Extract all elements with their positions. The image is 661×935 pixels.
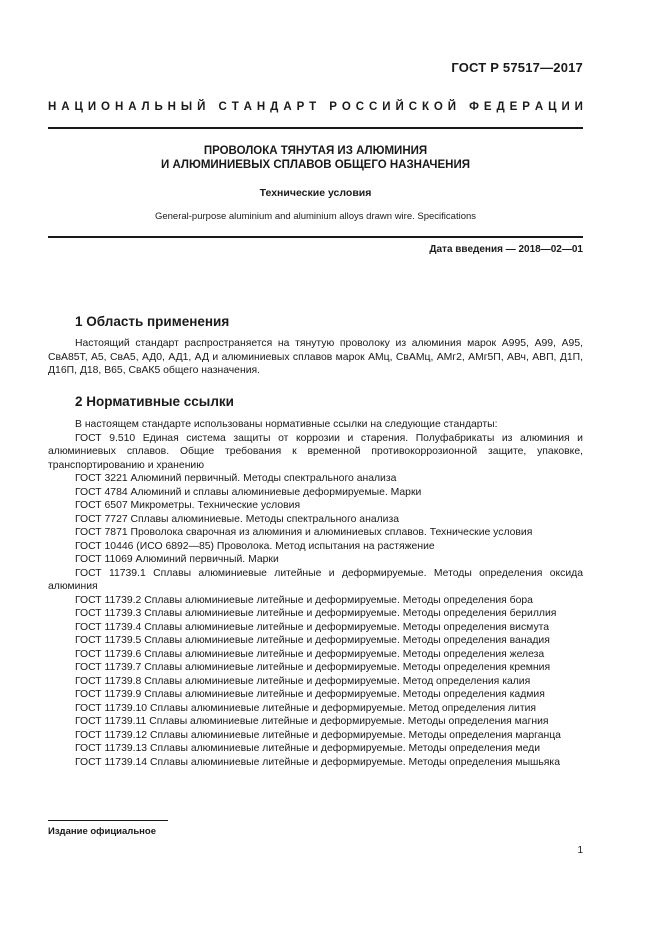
header-letter: Н [167,101,176,113]
header-letter: Р [522,101,530,113]
page-number: 1 [577,845,583,856]
introduction-date: Дата введения — 2018—02—01 [429,244,583,255]
header-letter: Ы [180,101,193,113]
reference-item: ГОСТ 4784 Алюминий и сплавы алюминиевые деформируемые. Марки [75,486,422,498]
header-letter: Ф [469,101,479,113]
section-2-references [48,418,583,769]
header-letter: Е [509,101,518,113]
header-letter [321,101,324,113]
document-code: ГОСТ Р 57517—2017 [451,60,583,75]
header-letter: Ц [74,101,83,113]
header-letter: А [283,101,292,113]
header-letter: К [421,101,429,113]
header-letter: И [561,101,570,113]
reference-item: ГОСТ 11739.5 Сплавы алюминиевые литейные и деформируемые. Методы определения ванадия [75,635,550,646]
header-letter: А [243,101,252,113]
header-letter: Й [447,101,457,113]
header-letter: Р [296,101,305,113]
document-subtitle: Технические условия [259,187,372,199]
header-letter: Е [483,101,492,113]
reference-item: ГОСТ 6507 Микрометры. Технические условия [75,500,301,511]
header-letter [210,101,213,113]
header-letter: Р [329,101,337,113]
title-rule [48,236,583,238]
header-letter: О [101,101,110,113]
reference-item: ГОСТ 11739.2 Сплавы алюминиевые литейные и деформируемые. Методы определения бора [75,594,533,606]
header-letter: Т [309,101,317,113]
header-letter: И [574,101,583,113]
reference-item: ГОСТ 11739.4 Сплавы алюминиевые литейные и деформируемые. Методы определения висмута [75,621,550,633]
header-letter: С [355,101,365,113]
reference-item: ГОСТ 3221 Алюминий первичный. Методы спектрального анализа [75,473,397,484]
header-letter: С [369,101,378,113]
header-letter: Т [231,101,239,113]
header-letter: И [87,101,97,113]
reference-item: ГОСТ 11739.11 Сплавы алюминиевые литейные и деформируемые. Методы определения магния [75,716,549,727]
header-letter: Ь [154,101,163,113]
footer-rule [48,820,168,821]
national-standard-header [48,101,583,113]
reference-item: ГОСТ 9.510 Единая система защиты от коррозии и старения. Полуфабрикаты из алюминия и алюминиевых сплавов. Общие требования к временной противокоррозионной защите, упаковке, транспортированию и хранению [48,432,583,471]
header-letter: Й [395,101,404,113]
official-edition-note: Издание официальное [48,826,156,837]
header-letter: Л [141,101,150,113]
header-letter: Н [114,101,124,113]
header-letter: О [433,101,443,113]
section-2-heading: 2 Нормативные ссылки [75,394,234,409]
header-letter: Й [197,101,206,113]
reference-item: ГОСТ 11739.8 Сплавы алюминиевые литейные и деформируемые. Метод определения калия [75,675,531,687]
reference-item: ГОСТ 10446 (ИСО 6892—85) Проволока. Метод испытания на растяжение [75,540,435,552]
title-line-2: И АЛЮМИНИЕВЫХ СПЛАВОВ ОБЩЕГО НАЗНАЧЕНИЯ [160,158,470,171]
header-letter: А [61,101,70,113]
reference-item: ГОСТ 11739.1 Сплавы алюминиевые литейные и деформируемые. Методы определения оксида алюминия [48,567,583,592]
header-letter: С [408,101,417,113]
reference-item: ГОСТ 11739.9 Сплавы алюминиевые литейные и деформируемые. Методы определения кадмия [75,689,545,700]
english-title: General-purpose aluminium and aluminium alloys drawn wire. Specifications [154,211,477,222]
header-letter: Ц [548,101,557,113]
reference-item: ГОСТ 11069 Алюминий первичный. Марки [75,554,279,565]
reference-item: В настоящем стандарте использованы нормативные ссылки на следующие стандарты: [75,419,498,430]
header-letter: Д [496,101,505,113]
header-letter: А [128,101,137,113]
header-letter: Н [256,101,266,113]
reference-item: ГОСТ 11739.3 Сплавы алюминиевые литейные и деформируемые. Методы определения бериллия [75,608,557,619]
header-rule [48,127,583,129]
section-1-heading: 1 Область применения [75,314,230,329]
reference-item: ГОСТ 7871 Проволока сварочная из алюминия и алюминиевых сплавов. Технические условия [75,527,533,538]
reference-item: ГОСТ 11739.12 Сплавы алюминиевые литейные и деформируемые. Методы определения марганца [75,729,561,741]
header-letter: А [534,101,544,113]
reference-item: ГОСТ 7727 Сплавы алюминиевые. Методы спектрального анализа [75,513,400,525]
header-letter: Н [48,101,57,113]
reference-item: ГОСТ 11739.7 Сплавы алюминиевые литейные и деформируемые. Методы определения кремния [75,662,551,673]
reference-item: ГОСТ 11739.10 Сплавы алюминиевые литейные и деформируемые. Метод определения лития [75,702,537,714]
reference-item: ГОСТ 11739.13 Сплавы алюминиевые литейные и деформируемые. Методы определения меди [75,743,540,754]
title-line-1: ПРОВОЛОКА ТЯНУТАЯ ИЗ АЛЮМИНИЯ [203,145,428,157]
section-1-text: Настоящий стандарт распространяется на тянутую проволоку из алюминия марок А995, А99, А95, СвА85Т, А5, СвА5, АД0, АД1, АД и алюминиевых сплавов марок АМц, СвАМц, АМг2, АМг5П, АВч, АВП, Д1П, Д16П, Д18, В65, СвАК5 общего назначения. [48,338,583,376]
header-letter: И [382,101,391,113]
reference-item: ГОСТ 11739.14 Сплавы алюминиевые литейные и деформируемые. Методы определения мышьяка [75,756,560,768]
header-letter: О [341,101,351,113]
reference-item: ГОСТ 11739.6 Сплавы алюминиевые литейные и деформируемые. Методы определения железа [75,648,545,660]
header-letter: Д [270,101,279,113]
header-letter [461,101,464,113]
document-title [48,145,583,172]
header-letter: С [218,101,227,113]
